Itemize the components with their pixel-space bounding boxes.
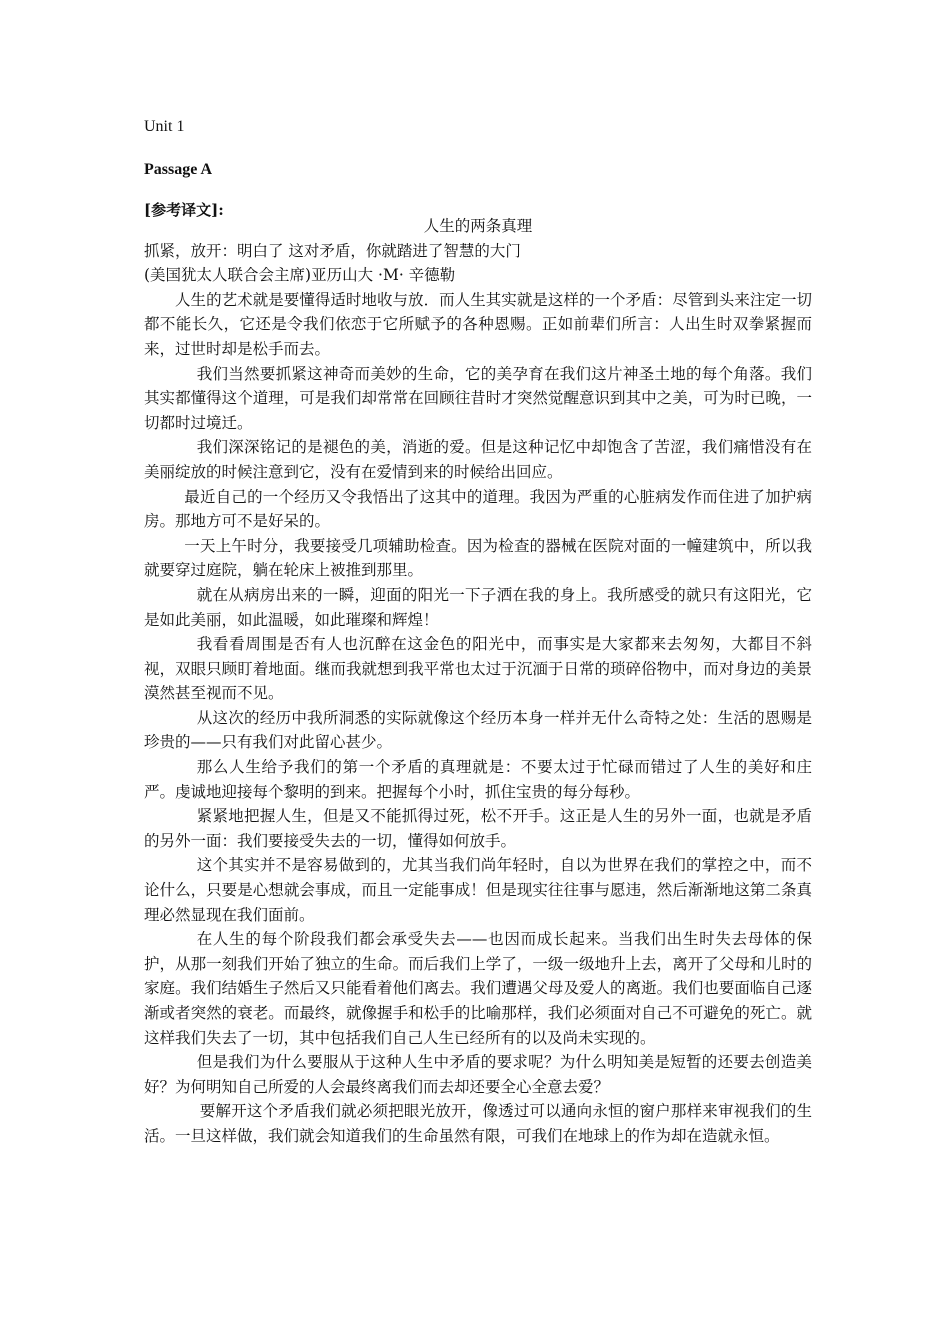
paragraph: 紧紧地把握人生，但是又不能抓得过死，松不开手。这正是人生的另外一面，也就是矛盾的另外一面：我们要接受失去的一切，懂得如何放手。	[144, 807, 812, 850]
paragraph: 我看看周围是否有人也沉醉在这金色的阳光中，而事实是大家都来去匆匆，大都目不斜视，双眼只顾盯着地面。继而我就想到我平常也太过于沉湎于日常的琐碎俗物中，而对身边的美景漠然甚至视而不见。	[144, 635, 812, 703]
paragraph: 但是我们为什么要服从于这种人生中矛盾的要求呢？为什么明知美是短暂的还要去创造美好？为何明知自己所爱的人会最终离我们而去却还要全心全意去爱？	[144, 1053, 812, 1096]
article-body	[144, 214, 812, 1149]
article-subtitle: 抓紧，放开：明白了 这对矛盾，你就踏进了智慧的大门	[144, 241, 521, 260]
paragraph: 这个其实并不是容易做到的，尤其当我们尚年轻时，自以为世界在我们的掌控之中，而不论什么，只要是心想就会事成，而且一定能事成！但是现实往往事与愿违，然后渐渐地这第二条真理必然显现在我们面前。	[144, 856, 812, 924]
paragraph: 最近自己的一个经历又令我悟出了这其中的道理。我因为严重的心脏病发作而住进了加护病房。那地方可不是好呆的。	[144, 487, 812, 531]
paragraph: 我们当然要抓紧这神奇而美妙的生命，它的美孕育在我们这片神圣土地的每个角落。我们其实都懂得这个道理，可是我们却常常在回顾往昔时才突然觉醒意识到其中之美，可为时已晚，一切都时过境迁。	[144, 364, 812, 432]
article-title: 人生的两条真理	[423, 217, 533, 235]
paragraph: 我们深深铭记的是褪色的美，消逝的爱。但是这种记忆中却饱含了苦涩，我们痛惜没有在美丽绽放的时候注意到它，没有在爱情到来的时候给出回应。	[144, 438, 812, 481]
reference-translation-label: [参考译文]:	[144, 201, 224, 219]
unit-heading: Unit 1	[144, 118, 185, 135]
passage-heading: Passage A	[144, 161, 212, 178]
paragraph: 在人生的每个阶段我们都会承受失去——也因而成长起来。当我们出生时失去母体的保护，从那一刻我们开始了独立的生命。而后我们上学了，一级一级地升上去，离开了父母和儿时的家庭。我们结婚生子然后又只能看着他们离去。我们遭遇父母及爱人的离逝。我们也要面临自己逐渐或者突然的衰老。而最终，就像握手和松手的比喻那样，我们必须面对自己不可避免的死亡。就这样我们失去了一切，其中包括我们自己人生已经所有的以及尚未实现的。	[144, 930, 812, 1047]
paragraph: 一天上午时分，我要接受几项辅助检查。因为检查的器械在医院对面的一幢建筑中，所以我就要穿过庭院，躺在轮床上被推到那里。	[144, 536, 812, 580]
paragraph: 那么人生给予我们的第一个矛盾的真理就是：不要太过于忙碌而错过了人生的美好和庄严。虔诚地迎接每个黎明的到来。把握每个小时，抓住宝贵的每分每秒。	[144, 758, 812, 801]
paragraph: 要解开这个矛盾我们就必须把眼光放开，像透过可以通向永恒的窗户那样来审视我们的生活。一旦这样做，我们就会知道我们的生命虽然有限，可我们在地球上的作为却在造就永恒。	[144, 1102, 812, 1145]
paragraph: 就在从病房出来的一瞬，迎面的阳光一下子洒在我的身上。我所感受的就只有这阳光，它是如此美丽，如此温暖，如此璀璨和辉煌！	[144, 585, 812, 629]
article-author: (美国犹太人联合会主席)亚历山大 ·M· 辛德勒	[144, 266, 456, 285]
paragraph: 从这次的经历中我所洞悉的实际就像这个经历本身一样并无什么奇特之处：生活的恩赐是珍贵的——只有我们对此留心甚少。	[144, 708, 812, 752]
paragraph: 人生的艺术就是要懂得适时地收与放．而人生其实就是这样的一个矛盾：尽管到头来注定一切都不能长久，它还是令我们依恋于它所赋予的各种恩赐。正如前辈们所言：人出生时双拳紧握而来，过世时却是松手而去。	[144, 290, 812, 358]
